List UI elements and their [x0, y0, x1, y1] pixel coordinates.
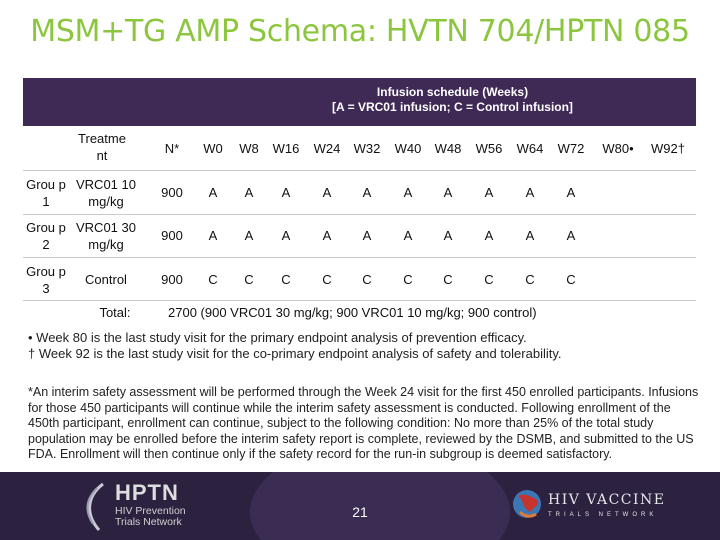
- row-cell: A: [484, 185, 494, 200]
- banner-line-1: Infusion schedule (Weeks): [376, 85, 529, 99]
- row-cell: C: [403, 272, 413, 287]
- row-cell: A: [525, 228, 535, 243]
- header-treatment: Treatme nt: [78, 131, 126, 163]
- row-cell: A: [362, 228, 372, 243]
- note-week-92: † Week 92 is the last study visit for the co-primary endpoint analysis of safety and tolerability.: [28, 346, 562, 361]
- header-w0: W0: [203, 141, 223, 156]
- row-cell: A: [566, 228, 576, 243]
- row-group-label: Grou p 1: [26, 177, 66, 209]
- row-cell: C: [362, 272, 372, 287]
- row-cell: C: [244, 272, 254, 287]
- hvtn-subtitle: TRIALS NETWORK: [548, 512, 658, 518]
- row-cell: A: [281, 228, 291, 243]
- endpoint-notes: [28, 330, 698, 362]
- row-cell: A: [281, 185, 291, 200]
- header-w92: W92†: [651, 141, 685, 156]
- row-cell: C: [484, 272, 494, 287]
- header-n: N*: [164, 141, 180, 156]
- row-n: 900: [161, 272, 183, 287]
- row-group-label: Grou p 2: [26, 220, 66, 252]
- header-w32: W32: [353, 141, 381, 156]
- header-w72: W72: [557, 141, 585, 156]
- row-cell: A: [443, 228, 453, 243]
- row-cell: A: [566, 185, 576, 200]
- hptn-subtitle-2: Trials Network: [115, 516, 182, 528]
- row-n: 900: [161, 185, 183, 200]
- interim-safety-footnote: *An interim safety assessment will be performed through the Week 24 visit for the first 450 enrolled participants. Infusions for those 450 participants will continue while the interim safety assessment is conducted. Following enrollment of the 450th participant, enrollment can continue, subject to the following condition: No more than 25% of the total study population may be enrolled before the interim safety report is complete, reviewed by the DSMB, and submitted to the US FDA. Enrollment will then continue only if the safety record for the run-in subgroup is deemed satisfactory.: [28, 385, 699, 461]
- row-cell: C: [281, 272, 291, 287]
- note-week-80: • Week 80 is the last study visit for the primary endpoint analysis of prevention efficacy.: [28, 330, 527, 345]
- header-w8: W8: [239, 141, 259, 156]
- row-cell: C: [525, 272, 535, 287]
- row-treatment: VRC01 30 mg/kg: [76, 220, 136, 252]
- header-w24: W24: [313, 141, 341, 156]
- row-cell: A: [403, 185, 413, 200]
- total-text: 2700 (900 VRC01 30 mg/kg; 900 VRC01 10 mg/kg; 900 control): [168, 305, 537, 320]
- hptn-name: HPTN: [115, 480, 179, 505]
- header-w48: W48: [434, 141, 462, 156]
- row-cell: A: [322, 228, 332, 243]
- row-cell: C: [322, 272, 332, 287]
- table-banner: [23, 78, 696, 126]
- row-cell: A: [208, 185, 218, 200]
- row-divider: [23, 214, 696, 215]
- row-group-label: Grou p 3: [26, 264, 66, 296]
- row-divider: [23, 300, 696, 301]
- row-divider: [23, 170, 696, 171]
- footer-bar: [0, 472, 720, 540]
- header-w16: W16: [272, 141, 300, 156]
- header-w56: W56: [475, 141, 503, 156]
- row-divider: [23, 257, 696, 258]
- row-cell: A: [244, 185, 254, 200]
- row-cell: A: [244, 228, 254, 243]
- row-cell: C: [443, 272, 453, 287]
- total-label: Total:: [99, 305, 131, 320]
- row-cell: A: [443, 185, 453, 200]
- banner-line-2: [A = VRC01 infusion; C = Control infusion]: [332, 100, 573, 114]
- hptn-subtitle-1: HIV Prevention: [115, 505, 186, 517]
- row-cell: A: [403, 228, 413, 243]
- row-cell: A: [484, 228, 494, 243]
- slide-title: MSM+TG AMP Schema: HVTN 704/HPTN 085: [30, 14, 690, 49]
- header-w64: W64: [516, 141, 544, 156]
- row-treatment: VRC01 10 mg/kg: [76, 177, 136, 209]
- row-cell: A: [208, 228, 218, 243]
- row-cell: C: [208, 272, 218, 287]
- header-w40: W40: [394, 141, 422, 156]
- row-cell: A: [322, 185, 332, 200]
- row-n: 900: [161, 228, 183, 243]
- hvtn-name: HIV VACCINE: [548, 492, 666, 508]
- row-cell: C: [566, 272, 576, 287]
- row-cell: A: [362, 185, 372, 200]
- row-cell: A: [525, 185, 535, 200]
- row-treatment: Control: [85, 272, 127, 287]
- page-number: 21: [352, 504, 368, 520]
- hvtn-globe-icon: [510, 486, 544, 526]
- header-w80: W80•: [602, 141, 634, 156]
